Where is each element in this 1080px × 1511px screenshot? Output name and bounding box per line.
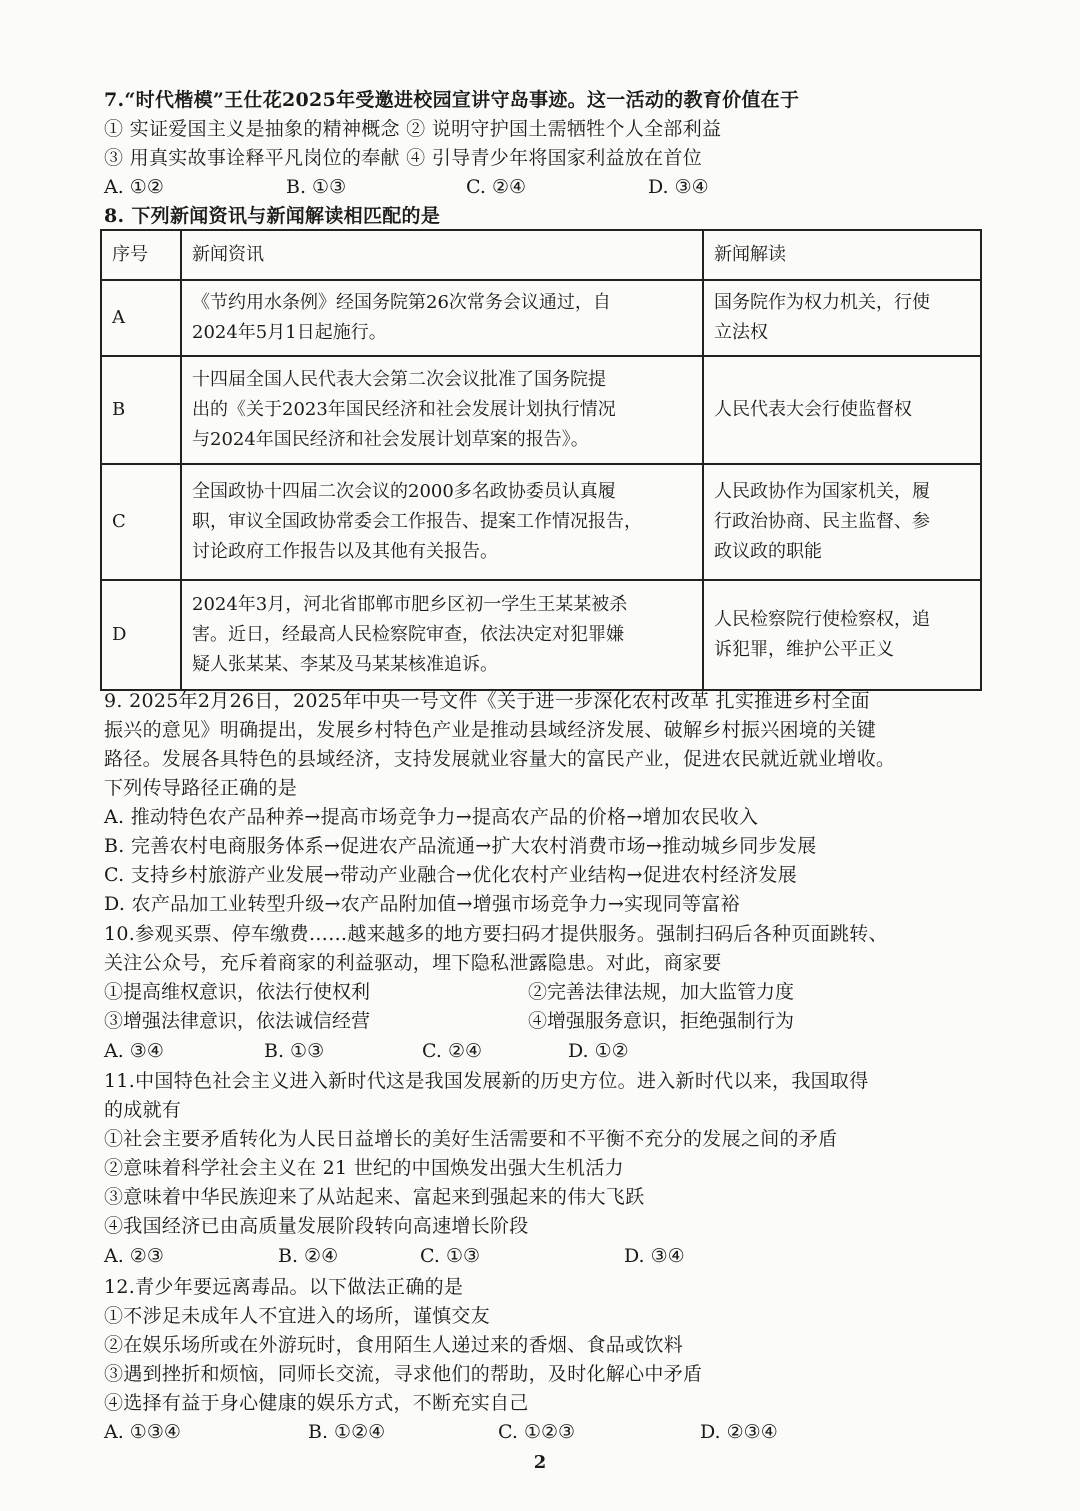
q11-option-b: B. ②④ — [278, 1245, 339, 1267]
q12-statement-4: ④选择有益于身心健康的娱乐方式，不断充实自己 — [104, 1392, 529, 1414]
q11-option-a: A. ②③ — [104, 1245, 164, 1267]
q10-option-c: C. ②④ — [422, 1040, 483, 1062]
row-reading — [703, 280, 981, 356]
news-line: 职，审议全国政协常委会工作报告、提案工作情况报告， — [192, 511, 642, 532]
reading-line: 人民代表大会行使监督权 — [714, 399, 912, 420]
q11-statement-1: ①社会主要矛盾转化为人民日益增长的美好生活需要和不平衡不充分的发展之间的矛盾 — [104, 1128, 838, 1150]
news-line: 疑人张某某、李某及马某某核准追诉。 — [192, 654, 498, 675]
q12-option-c: C. ①②③ — [498, 1421, 576, 1443]
q10-options — [104, 1039, 704, 1063]
q12-statement-3: ③遇到挫折和烦恼，同师长交流，寻求他们的帮助，及时化解心中矛盾 — [104, 1363, 703, 1385]
q11-option-c: C. ①③ — [420, 1245, 481, 1267]
q10-statements-row1 — [104, 980, 864, 1004]
q7-option-b: B. ①③ — [286, 176, 347, 198]
news-line: 十四届全国人民代表大会第二次会议批准了国务院提 — [192, 369, 606, 390]
q10-statement-1: ①提高维权意识，依法行使权利 — [104, 981, 371, 1003]
q9-stem-line: 下列传导路径正确的是 — [104, 777, 298, 799]
q7-options — [104, 175, 744, 199]
q9-stem-line: 振兴的意见》明确提出，发展乡村特色产业是推动县域经济发展、破解乡村振兴困境的关键 — [104, 719, 877, 741]
row-reading — [703, 356, 981, 464]
q11-statement-4: ④我国经济已由高质量发展阶段转向高速增长阶段 — [104, 1215, 529, 1237]
q8-stem: 8. 下列新闻资讯与新闻解读相匹配的是 — [104, 205, 441, 227]
table-row — [101, 356, 981, 464]
q11-statement-2: ②意味着科学社会主义在 21 世纪的中国焕发出强大生机活力 — [104, 1157, 624, 1179]
q12-option-b: B. ①②④ — [308, 1421, 386, 1443]
news-line: 2024年5月1日起施行。 — [192, 322, 387, 343]
q12-statement-2: ②在娱乐场所或在外游玩时，食用陌生人递过来的香烟、食品或饮料 — [104, 1334, 684, 1356]
row-reading — [703, 464, 981, 580]
q7-option-a: A. ①② — [104, 176, 164, 198]
q12-option-d: D. ②③④ — [700, 1421, 778, 1443]
q12-stem: 12.青少年要远离毒品。以下做法正确的是 — [104, 1276, 464, 1298]
q7-statements-1: ① 实证爱国主义是抽象的精神概念 ② 说明守护国土需牺牲个人全部利益 — [104, 118, 722, 140]
q10-statement-2: ②完善法律法规，加大监管力度 — [528, 981, 795, 1003]
row-news — [181, 280, 703, 356]
q12-option-a: A. ①③④ — [104, 1421, 181, 1443]
q9-option-a: A. 推动特色农产品种养→提高市场竞争力→提高农产品的价格→增加农民收入 — [104, 806, 759, 828]
row-id: A — [101, 280, 181, 356]
q10-option-a: A. ③④ — [104, 1040, 164, 1062]
q12-options — [104, 1420, 804, 1444]
q7-statements-2: ③ 用真实故事诠释平凡岗位的奉献 ④ 引导青少年将国家利益放在首位 — [104, 147, 703, 169]
q9-stem-line: 路径。发展各具特色的县域经济，支持发展就业容量大的富民产业，促进农民就近就业增收。 — [104, 748, 896, 770]
q10-stem-line: 关注公众号，充斥着商家的利益驱动，埋下隐私泄露隐患。对此，商家要 — [104, 952, 722, 974]
row-reading — [703, 580, 981, 690]
q11-statement-3: ③意味着中华民族迎来了从站起来、富起来到强起来的伟大飞跃 — [104, 1186, 645, 1208]
news-line: 《节约用水条例》经国务院第26次常务会议通过，自 — [192, 292, 611, 313]
table-header-row — [101, 230, 981, 280]
q11-options — [104, 1244, 744, 1268]
reading-line: 国务院作为权力机关，行使 — [714, 292, 930, 313]
q10-option-d: D. ①② — [568, 1040, 629, 1062]
row-news — [181, 580, 703, 690]
news-line: 与2024年国民经济和社会发展计划草案的报告》。 — [192, 429, 589, 450]
news-line: 讨论政府工作报告以及其他有关报告。 — [192, 541, 498, 562]
q9-stem-line: 9. 2025年2月26日，2025年中央一号文件《关于进一步深化农村改革 扎实推进乡村全面 — [104, 690, 870, 712]
table-row — [101, 280, 981, 356]
q10-statements-row2 — [104, 1009, 864, 1033]
news-line: 全国政协十四届二次会议的2000多名政协委员认真履 — [192, 481, 616, 502]
news-table — [100, 229, 982, 691]
q11-stem-line: 11.中国特色社会主义进入新时代这是我国发展新的历史方位。进入新时代以来，我国取得 — [104, 1070, 869, 1092]
reading-line: 立法权 — [714, 322, 768, 343]
row-news — [181, 356, 703, 464]
reading-line: 政议政的职能 — [714, 541, 822, 562]
header-reading: 新闻解读 — [703, 230, 981, 280]
reading-line: 人民检察院行使检察权，追 — [714, 609, 930, 630]
q7-option-d: D. ③④ — [648, 176, 709, 198]
q10-option-b: B. ①③ — [264, 1040, 325, 1062]
q10-statement-4: ④增强服务意识，拒绝强制行为 — [528, 1010, 795, 1032]
row-id: B — [101, 356, 181, 464]
reading-line: 诉犯罪，维护公平正义 — [714, 639, 894, 660]
header-news: 新闻资讯 — [181, 230, 703, 280]
news-line: 2024年3月，河北省邯郸市肥乡区初一学生王某某被杀 — [192, 594, 628, 615]
q11-stem-line: 的成就有 — [104, 1099, 182, 1121]
row-id: C — [101, 464, 181, 580]
q9-option-d: D. 农产品加工业转型升级→农产品附加值→增强市场竞争力→实现同等富裕 — [104, 893, 740, 915]
header-seq: 序号 — [101, 230, 181, 280]
reading-line: 行政治协商、民主监督、参 — [714, 511, 930, 532]
row-id: D — [101, 580, 181, 690]
news-line: 害。近日，经最高人民检察院审查，依法决定对犯罪嫌 — [192, 624, 624, 645]
q11-option-d: D. ③④ — [624, 1245, 685, 1267]
q7-stem: 7.“时代楷模”王仕花2025年受邀进校园宣讲守岛事迹。这一活动的教育价值在于 — [104, 89, 800, 111]
q7-option-c: C. ②④ — [466, 176, 527, 198]
q9-option-b: B. 完善农村电商服务体系→促进农产品流通→扩大农村消费市场→推动城乡同步发展 — [104, 835, 817, 857]
table-row — [101, 464, 981, 580]
table-row — [101, 580, 981, 690]
q9-option-c: C. 支持乡村旅游产业发展→带动产业融合→优化农村产业结构→促进农村经济发展 — [104, 864, 798, 886]
q10-statement-3: ③增强法律意识，依法诚信经营 — [104, 1010, 371, 1032]
news-line: 出的《关于2023年国民经济和社会发展计划执行情况 — [192, 399, 616, 420]
reading-line: 人民政协作为国家机关，履 — [714, 481, 930, 502]
q12-statement-1: ①不涉足未成年人不宜进入的场所，谨慎交友 — [104, 1305, 491, 1327]
row-news — [181, 464, 703, 580]
page-number: 2 — [533, 1452, 547, 1473]
q10-stem-line: 10.参观买票、停车缴费……越来越多的地方要扫码才提供服务。强制扫码后各种页面跳转、 — [104, 923, 888, 945]
